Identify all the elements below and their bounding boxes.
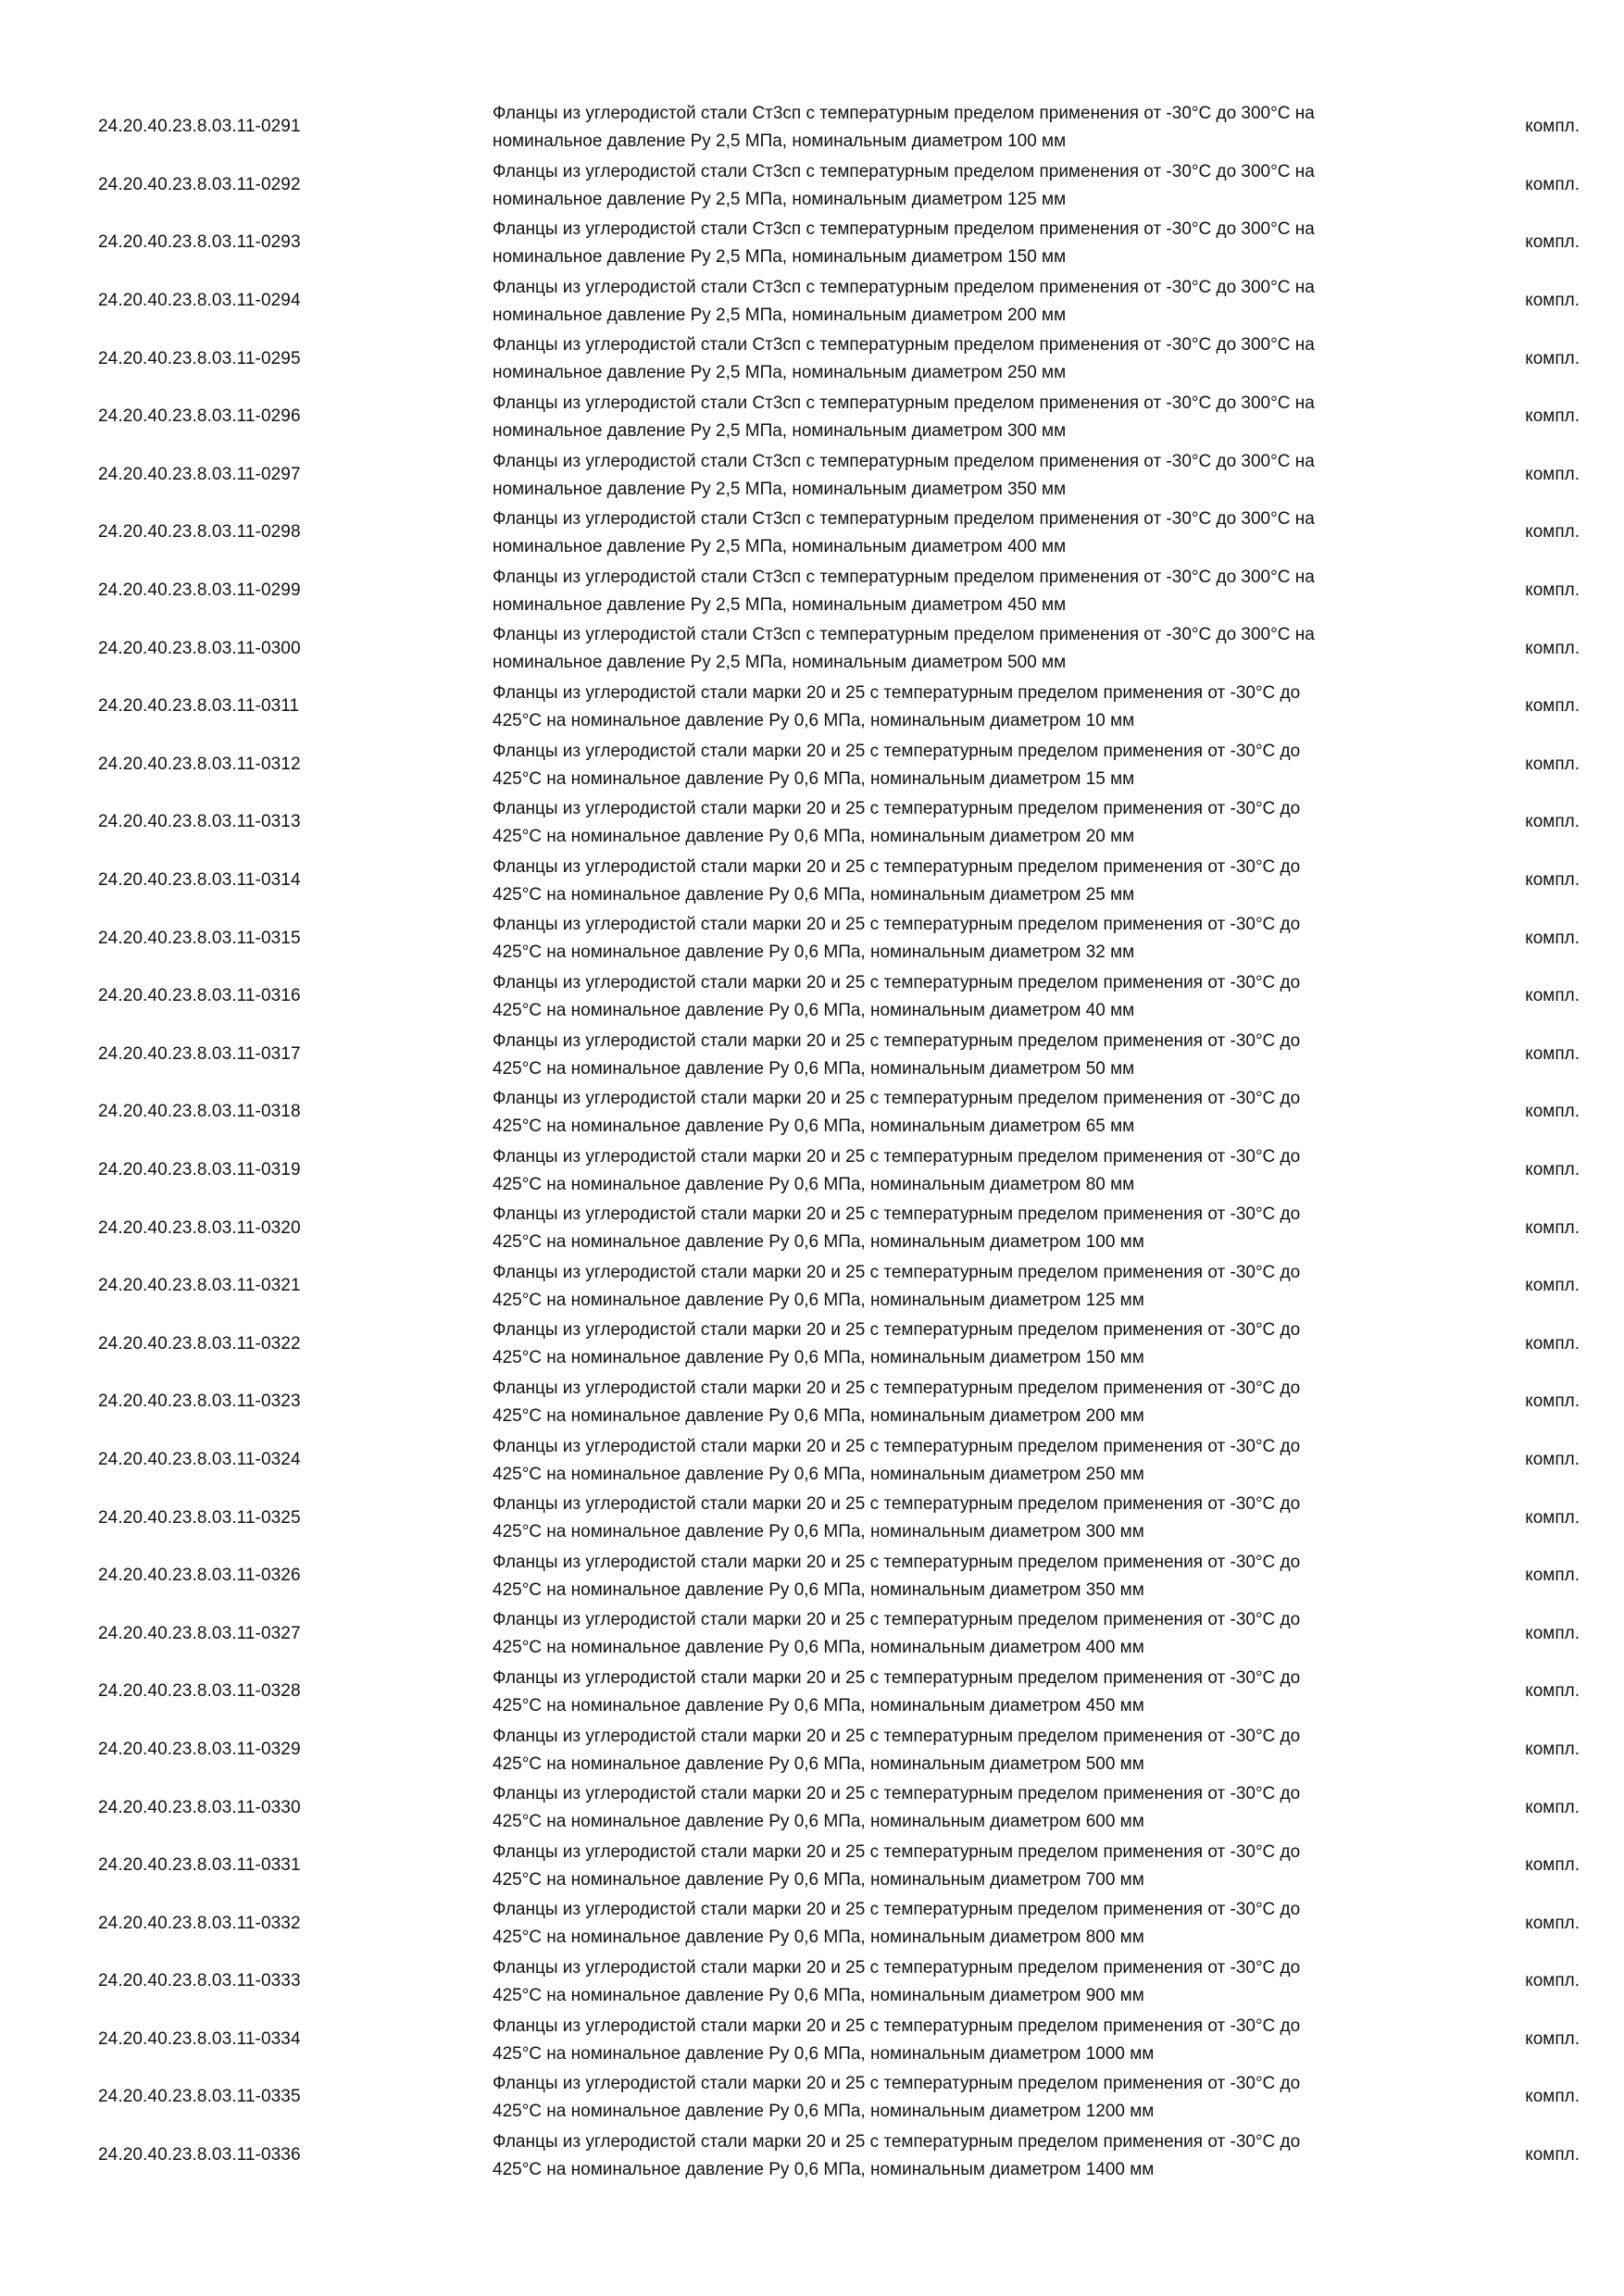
item-unit: компл.	[1525, 1276, 1580, 1296]
description-line-2: номинальное давление Ру 2,5 МПа, номинальным диаметром 350 мм	[493, 479, 1067, 499]
item-description	[493, 680, 1474, 735]
price-table	[98, 98, 1580, 2184]
description-line-2: 425°С на номинальное давление Ру 0,6 МПа, номинальным диаметром 20 мм	[493, 827, 1135, 847]
item-code: 24.20.40.23.8.03.11-0316	[98, 986, 301, 1006]
description-line-1: Фланцы из углеродистой стали Ст3сп с температурным пределом применения от -30°С до 300°С на	[493, 393, 1315, 413]
description-line-1: Фланцы из углеродистой стали марки 20 и 25 с температурным пределом применения от -30°С до	[493, 1204, 1301, 1225]
table-row	[98, 1373, 1580, 1431]
description-line-2: номинальное давление Ру 2,5 МПа, номинальным диаметром 300 мм	[493, 420, 1067, 441]
item-code: 24.20.40.23.8.03.11-0298	[98, 522, 301, 543]
table-row	[98, 1604, 1580, 1663]
description-line-2: 425°С на номинальное давление Ру 0,6 МПа, номинальным диаметром 1400 мм	[493, 2159, 1155, 2179]
item-unit: компл.	[1525, 2145, 1580, 2165]
table-row	[98, 2127, 1580, 2185]
item-code: 24.20.40.23.8.03.11-0323	[98, 1391, 301, 1412]
description-line-1: Фланцы из углеродистой стали марки 20 и 25 с температурным пределом применения от -30°С до	[493, 2015, 1301, 2036]
description-line-2: 425°С на номинальное давление Ру 0,6 МПа, номинальным диаметром 1200 мм	[493, 2102, 1155, 2122]
item-unit: компл.	[1525, 870, 1580, 891]
item-unit: компл.	[1525, 1217, 1580, 1238]
description-line-2: 425°С на номинальное давление Ру 0,6 МПа, номинальным диаметром 10 мм	[493, 710, 1135, 730]
item-code: 24.20.40.23.8.03.11-0332	[98, 1913, 301, 1933]
table-row	[98, 1083, 1580, 1142]
description-line-1: Фланцы из углеродистой стали марки 20 и 25 с температурным пределом применения от -30°С до	[493, 1089, 1301, 1109]
description-line-2: 425°С на номинальное давление Ру 0,6 МПа, номинальным диаметром 250 мм	[493, 1464, 1144, 1484]
item-description	[493, 1433, 1474, 1489]
description-line-2: 425°С на номинальное давление Ру 0,6 МПа, номинальным диаметром 300 мм	[493, 1522, 1144, 1542]
table-row	[98, 504, 1580, 562]
table-row	[98, 736, 1580, 794]
table-row	[98, 1953, 1580, 2011]
description-line-1: Фланцы из углеродистой стали Ст3сп с температурным пределом применения от -30°С до 300°С на	[493, 509, 1315, 530]
item-description	[493, 795, 1474, 851]
description-line-1: Фланцы из углеродистой стали марки 20 и 25 с температурным пределом применения от -30°С до	[493, 1146, 1301, 1167]
description-line-1: Фланцы из углеродистой стали марки 20 и 25 с температурным пределом применения от -30°С до	[493, 1610, 1301, 1630]
item-description	[493, 1549, 1474, 1604]
table-row	[98, 1837, 1580, 1895]
description-line-2: номинальное давление Ру 2,5 МПа, номинальным диаметром 125 мм	[493, 189, 1067, 209]
table-row	[98, 909, 1580, 967]
item-description	[493, 505, 1474, 561]
table-row	[98, 1894, 1580, 1953]
description-line-1: Фланцы из углеродистой стали марки 20 и 25 с температурным пределом применения от -30°С до	[493, 1262, 1301, 1282]
description-line-2: 425°С на номинальное давление Ру 0,6 МПа, номинальным диаметром 50 мм	[493, 1058, 1135, 1079]
item-description	[493, 1201, 1474, 1256]
item-description	[493, 1665, 1474, 1720]
item-description	[493, 274, 1474, 330]
item-unit: компл.	[1525, 174, 1580, 194]
table-row	[98, 1142, 1580, 1200]
item-code: 24.20.40.23.8.03.11-0313	[98, 812, 301, 832]
item-description	[493, 1085, 1474, 1141]
description-line-2: 425°С на номинальное давление Ру 0,6 МПа, номинальным диаметром 450 мм	[493, 1696, 1144, 1716]
item-code: 24.20.40.23.8.03.11-0331	[98, 1855, 301, 1876]
description-line-1: Фланцы из углеродистой стали марки 20 и 25 с температурным пределом применения от -30°С до	[493, 1726, 1301, 1746]
item-description	[493, 158, 1474, 214]
item-unit: компл.	[1525, 580, 1580, 601]
item-code: 24.20.40.23.8.03.11-0317	[98, 1043, 301, 1064]
item-unit: компл.	[1525, 1043, 1580, 1064]
item-unit: компл.	[1525, 1855, 1580, 1876]
item-description	[493, 1316, 1474, 1372]
table-row	[98, 1257, 1580, 1316]
description-line-1: Фланцы из углеродистой стали марки 20 и 25 с температурным пределом применения от -30°С до	[493, 1841, 1301, 1862]
table-row	[98, 214, 1580, 272]
item-unit: компл.	[1525, 1333, 1580, 1354]
description-line-1: Фланцы из углеродистой стали марки 20 и 25 с температурным пределом применения от -30°С до	[493, 1030, 1301, 1051]
item-code: 24.20.40.23.8.03.11-0327	[98, 1623, 301, 1643]
description-line-1: Фланцы из углеродистой стали марки 20 и 25 с температурным пределом применения от -30°С до	[493, 1784, 1301, 1804]
table-row	[98, 2068, 1580, 2127]
item-description	[493, 1896, 1474, 1952]
item-description	[493, 621, 1474, 677]
description-line-1: Фланцы из углеродистой стали марки 20 и 25 с температурным пределом применения от -30°С до	[493, 682, 1301, 703]
description-line-2: номинальное давление Ру 2,5 МПа, номинальным диаметром 100 мм	[493, 131, 1067, 151]
item-code: 24.20.40.23.8.03.11-0320	[98, 1217, 301, 1238]
description-line-2: 425°С на номинальное давление Ру 0,6 МПа, номинальным диаметром 15 мм	[493, 768, 1135, 789]
table-row	[98, 678, 1580, 736]
item-unit: компл.	[1525, 464, 1580, 484]
table-row	[98, 1199, 1580, 1257]
description-line-1: Фланцы из углеродистой стали марки 20 и 25 с температурным пределом применения от -30°С до	[493, 2074, 1301, 2094]
item-unit: компл.	[1525, 1913, 1580, 1933]
item-code: 24.20.40.23.8.03.11-0334	[98, 2028, 301, 2049]
item-code: 24.20.40.23.8.03.11-0297	[98, 464, 301, 484]
item-code: 24.20.40.23.8.03.11-0335	[98, 2087, 301, 2107]
description-line-2: 425°С на номинальное давление Ру 0,6 МПа, номинальным диаметром 700 мм	[493, 1869, 1144, 1890]
table-row	[98, 1778, 1580, 1837]
table-row	[98, 272, 1580, 331]
description-line-1: Фланцы из углеродистой стали марки 20 и 25 с температурным пределом применения от -30°С до	[493, 1320, 1301, 1341]
description-line-2: 425°С на номинальное давление Ру 0,6 МПа, номинальным диаметром 500 мм	[493, 1753, 1144, 1774]
item-description	[493, 2013, 1474, 2068]
item-unit: компл.	[1525, 348, 1580, 368]
description-line-1: Фланцы из углеродистой стали марки 20 и 25 с температурным пределом применения от -30°С до	[493, 915, 1301, 935]
description-line-1: Фланцы из углеродистой стали марки 20 и 25 с температурным пределом применения от -30°С до	[493, 1379, 1301, 1399]
item-code: 24.20.40.23.8.03.11-0315	[98, 928, 301, 948]
description-line-2: 425°С на номинальное давление Ру 0,6 МПа, номинальным диаметром 40 мм	[493, 1000, 1135, 1020]
description-line-2: 425°С на номинальное давление Ру 0,6 МПа, номинальным диаметром 400 мм	[493, 1638, 1144, 1658]
item-code: 24.20.40.23.8.03.11-0300	[98, 638, 301, 658]
description-line-1: Фланцы из углеродистой стали марки 20 и 25 с температурным пределом применения от -30°С до	[493, 741, 1301, 761]
description-line-1: Фланцы из углеродистой стали марки 20 и 25 с температурным пределом применения от -30°С до	[493, 972, 1301, 992]
item-unit: компл.	[1525, 522, 1580, 543]
item-description	[493, 969, 1474, 1025]
item-description	[493, 1954, 1474, 2010]
item-code: 24.20.40.23.8.03.11-0291	[98, 117, 301, 137]
item-code: 24.20.40.23.8.03.11-0293	[98, 232, 301, 253]
description-line-2: 425°С на номинальное давление Ру 0,6 МПа, номинальным диаметром 1000 мм	[493, 2043, 1155, 2064]
item-unit: компл.	[1525, 1681, 1580, 1702]
description-line-2: 425°С на номинальное давление Ру 0,6 МПа, номинальным диаметром 200 мм	[493, 1406, 1144, 1427]
description-line-1: Фланцы из углеродистой стали марки 20 и 25 с температурным пределом применения от -30°С до	[493, 856, 1301, 877]
item-code: 24.20.40.23.8.03.11-0336	[98, 2145, 301, 2165]
table-row	[98, 619, 1580, 678]
item-description	[493, 1259, 1474, 1315]
item-unit: компл.	[1525, 291, 1580, 311]
item-description	[493, 1028, 1474, 1083]
item-code: 24.20.40.23.8.03.11-0333	[98, 1971, 301, 1991]
description-line-1: Фланцы из углеродистой стали марки 20 и 25 с температурным пределом применения от -30°С до	[493, 799, 1301, 819]
description-line-1: Фланцы из углеродистой стали марки 20 и 25 с температурным пределом применения от -30°С до	[493, 1494, 1301, 1515]
description-line-2: номинальное давление Ру 2,5 МПа, номинальным диаметром 400 мм	[493, 537, 1067, 557]
item-code: 24.20.40.23.8.03.11-0325	[98, 1507, 301, 1528]
item-unit: компл.	[1525, 1797, 1580, 1817]
table-row	[98, 1721, 1580, 1779]
item-unit: компл.	[1525, 1507, 1580, 1528]
description-line-1: Фланцы из углеродистой стали Ст3сп с температурным пределом применения от -30°С до 300°С на	[493, 335, 1315, 356]
table-row	[98, 156, 1580, 215]
item-description	[493, 2128, 1474, 2184]
item-unit: компл.	[1525, 1971, 1580, 1991]
item-description	[493, 1375, 1474, 1430]
description-line-2: 425°С на номинальное давление Ру 0,6 МПа, номинальным диаметром 125 мм	[493, 1290, 1144, 1310]
item-description	[493, 1839, 1474, 1894]
item-description	[493, 1780, 1474, 1836]
description-line-1: Фланцы из углеродистой стали Ст3сп с температурным пределом применения от -30°С до 300°С на	[493, 625, 1315, 645]
item-unit: компл.	[1525, 1623, 1580, 1643]
table-row	[98, 1663, 1580, 1721]
description-line-1: Фланцы из углеродистой стали Ст3сп с температурным пределом применения от -30°С до 300°С на	[493, 219, 1315, 240]
description-line-1: Фланцы из углеродистой стали марки 20 и 25 с температурным пределом применения от -30°С до	[493, 1552, 1301, 1572]
description-line-1: Фланцы из углеродистой стали Ст3сп с температурным пределом применения от -30°С до 300°С на	[493, 567, 1315, 587]
item-unit: компл.	[1525, 232, 1580, 253]
item-unit: компл.	[1525, 406, 1580, 427]
item-code: 24.20.40.23.8.03.11-0299	[98, 580, 301, 601]
description-line-1: Фланцы из углеродистой стали Ст3сп с температурным пределом применения от -30°С до 300°С на	[493, 451, 1315, 471]
item-unit: компл.	[1525, 117, 1580, 137]
item-unit: компл.	[1525, 696, 1580, 717]
description-line-1: Фланцы из углеродистой стали марки 20 и 25 с температурным пределом применения от -30°С до	[493, 1900, 1301, 1920]
item-code: 24.20.40.23.8.03.11-0322	[98, 1333, 301, 1354]
table-row	[98, 388, 1580, 446]
item-description	[493, 1606, 1474, 1662]
description-line-2: 425°С на номинальное давление Ру 0,6 МПа, номинальным диаметром 800 мм	[493, 1928, 1144, 1948]
description-line-1: Фланцы из углеродистой стали марки 20 и 25 с температурным пределом применения от -30°С до	[493, 2131, 1301, 2152]
description-line-1: Фланцы из углеродистой стали Ст3сп с температурным пределом применения от -30°С до 300°С на	[493, 104, 1315, 123]
item-code: 24.20.40.23.8.03.11-0319	[98, 1159, 301, 1179]
table-row	[98, 1431, 1580, 1490]
description-line-2: номинальное давление Ру 2,5 МПа, номинальным диаметром 150 мм	[493, 247, 1067, 268]
item-code: 24.20.40.23.8.03.11-0296	[98, 406, 301, 427]
item-unit: компл.	[1525, 1739, 1580, 1759]
table-row	[98, 562, 1580, 620]
item-code: 24.20.40.23.8.03.11-0311	[98, 696, 300, 717]
item-code: 24.20.40.23.8.03.11-0314	[98, 870, 301, 891]
description-line-2: 425°С на номинальное давление Ру 0,6 МПа, номинальным диаметром 25 мм	[493, 884, 1135, 905]
item-code: 24.20.40.23.8.03.11-0330	[98, 1797, 301, 1817]
table-row	[98, 967, 1580, 1026]
item-unit: компл.	[1525, 1159, 1580, 1179]
item-code: 24.20.40.23.8.03.11-0295	[98, 348, 301, 368]
table-row	[98, 852, 1580, 910]
item-description	[493, 390, 1474, 445]
item-description	[493, 1143, 1474, 1199]
item-unit: компл.	[1525, 812, 1580, 832]
item-description	[493, 564, 1474, 619]
item-unit: компл.	[1525, 1391, 1580, 1412]
item-code: 24.20.40.23.8.03.11-0294	[98, 291, 301, 311]
item-code: 24.20.40.23.8.03.11-0324	[98, 1449, 301, 1469]
table-row	[98, 98, 1580, 156]
table-row	[98, 1315, 1580, 1373]
description-line-2: номинальное давление Ру 2,5 МПа, номинальным диаметром 200 мм	[493, 305, 1067, 325]
item-unit: компл.	[1525, 986, 1580, 1006]
item-code: 24.20.40.23.8.03.11-0321	[98, 1276, 301, 1296]
item-unit: компл.	[1525, 1102, 1580, 1122]
table-row	[98, 1489, 1580, 1547]
table-row	[98, 2011, 1580, 2069]
item-unit: компл.	[1525, 638, 1580, 658]
item-code: 24.20.40.23.8.03.11-0312	[98, 754, 301, 774]
item-code: 24.20.40.23.8.03.11-0326	[98, 1566, 301, 1586]
item-description	[493, 2070, 1474, 2126]
item-unit: компл.	[1525, 1566, 1580, 1586]
table-row	[98, 1026, 1580, 1084]
description-line-1: Фланцы из углеродистой стали марки 20 и 25 с температурным пределом применения от -30°С до	[493, 1436, 1301, 1456]
description-line-1: Фланцы из углеродистой стали марки 20 и 25 с температурным пределом применения от -30°С до	[493, 1958, 1301, 1978]
item-description	[493, 738, 1474, 793]
item-description	[493, 100, 1474, 156]
item-code: 24.20.40.23.8.03.11-0318	[98, 1102, 301, 1122]
item-description	[493, 854, 1474, 909]
description-line-2: 425°С на номинальное давление Ру 0,6 МПа, номинальным диаметром 600 мм	[493, 1812, 1144, 1832]
table-row	[98, 330, 1580, 388]
item-code: 24.20.40.23.8.03.11-0292	[98, 174, 301, 194]
description-line-2: 425°С на номинальное давление Ру 0,6 МПа, номинальным диаметром 32 мм	[493, 942, 1135, 963]
item-description	[493, 1491, 1474, 1546]
description-line-1: Фланцы из углеродистой стали Ст3сп с температурным пределом применения от -30°С до 300°С на	[493, 161, 1315, 181]
item-description	[493, 911, 1474, 967]
item-description	[493, 331, 1474, 387]
item-unit: компл.	[1525, 2028, 1580, 2049]
description-line-2: 425°С на номинальное давление Ру 0,6 МПа, номинальным диаметром 80 мм	[493, 1174, 1135, 1194]
item-unit: компл.	[1525, 754, 1580, 774]
description-line-2: 425°С на номинальное давление Ру 0,6 МПа, номинальным диаметром 150 мм	[493, 1348, 1144, 1368]
table-row	[98, 1547, 1580, 1605]
item-description	[493, 216, 1474, 271]
item-code: 24.20.40.23.8.03.11-0329	[98, 1739, 301, 1759]
item-description	[493, 448, 1474, 504]
description-line-2: 425°С на номинальное давление Ру 0,6 МПа, номинальным диаметром 350 мм	[493, 1579, 1144, 1600]
item-unit: компл.	[1525, 2087, 1580, 2107]
description-line-2: 425°С на номинальное давление Ру 0,6 МПа, номинальным диаметром 65 мм	[493, 1117, 1135, 1137]
item-unit: компл.	[1525, 1449, 1580, 1469]
description-line-2: номинальное давление Ру 2,5 МПа, номинальным диаметром 500 мм	[493, 653, 1067, 673]
description-line-2: номинальное давление Ру 2,5 МПа, номинальным диаметром 250 мм	[493, 363, 1067, 383]
description-line-1: Фланцы из углеродистой стали марки 20 и 25 с температурным пределом применения от -30°С до	[493, 1668, 1301, 1689]
item-description	[493, 1723, 1474, 1778]
description-line-2: 425°С на номинальное давление Ру 0,6 МПа, номинальным диаметром 900 мм	[493, 1986, 1144, 2005]
description-line-1: Фланцы из углеродистой стали Ст3сп с температурным пределом применения от -30°С до 300°С на	[493, 277, 1315, 297]
table-row	[98, 446, 1580, 505]
table-row	[98, 793, 1580, 852]
description-line-2: номинальное давление Ру 2,5 МПа, номинальным диаметром 450 мм	[493, 594, 1067, 615]
description-line-2: 425°С на номинальное давление Ру 0,6 МПа, номинальным диаметром 100 мм	[493, 1232, 1144, 1253]
item-unit: компл.	[1525, 928, 1580, 948]
item-code: 24.20.40.23.8.03.11-0328	[98, 1681, 301, 1702]
